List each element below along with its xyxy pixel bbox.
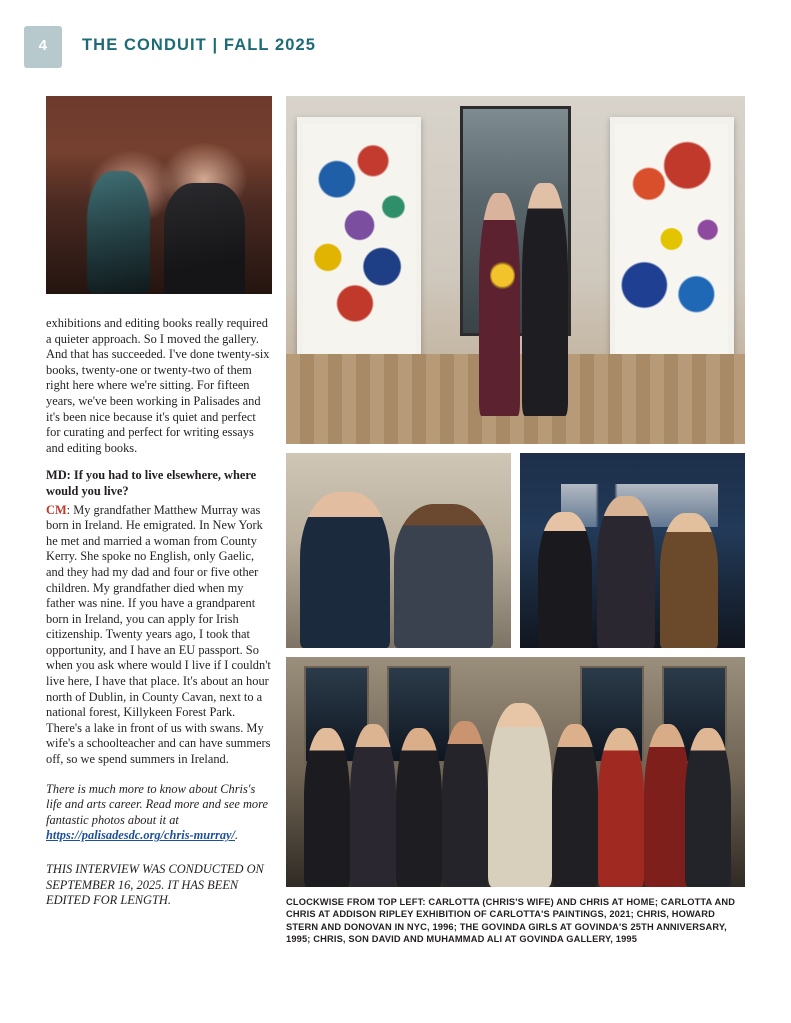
answer-separator: : [66, 502, 74, 517]
person-howard-stern [597, 496, 656, 648]
person-chris [522, 183, 568, 416]
page-title: THE CONDUIT | FALL 2025 [82, 36, 317, 54]
group-figure [552, 724, 598, 887]
group-figure [396, 728, 442, 887]
interview-editorial-note: THIS INTERVIEW WAS CONDUCTED ON SEPTEMBER 16, 2025. IT HAS BEEN EDITED FOR LENGTH. [46, 862, 264, 908]
body-paragraph-continued: exhibitions and editing books really required a quieter approach. So I moved the gallery. And that has succeeded. I've done twenty-six books, twenty-one or twenty-two of them right here where we're sitting. For fifteen years, we've been working in Palisades and it's been nice because it's quiet and perfect for curating and perfect for writing essays and editing books. [46, 316, 270, 455]
right-column [286, 96, 745, 946]
abstract-painting-left [303, 124, 415, 354]
photo-chris-david-and-muhammad-ali [286, 453, 511, 648]
photo-group-caption: CLOCKWISE FROM TOP LEFT: CARLOTTA (CHRIS'S WIFE) AND CHRIS AT HOME; CARLOTTA AND CHRIS AT ADDISON RIPLEY EXHIBITION OF CARLOTTA'S PAINTINGS, 2021; CHRIS, HOWARD STERN AND DONOVAN IN NYC, 1996; THE GOVINDA GIRLS AT GOVINDA'S 25TH ANNIVERSARY, 1995; CHRIS, SON DAVID AND MUHAMMAD ALI AT GOVINDA GALLERY, 1995 [286, 897, 736, 945]
answer-speaker-label: CM [46, 502, 67, 517]
photo-row-middle [286, 453, 745, 648]
interview-answer [46, 503, 272, 768]
chris-murray-article-link[interactable]: https://palisadesdc.org/chris-murray/ [46, 828, 235, 843]
read-more-text-after: . [234, 828, 239, 843]
interview-question: MD: If you had to live elsewhere, where would you live? [46, 468, 257, 498]
photo-carlotta-and-chris-at-home [46, 96, 272, 294]
photo-addison-ripley-exhibition [286, 96, 745, 444]
group-figure [685, 728, 731, 887]
left-column [46, 96, 272, 909]
group-figure [644, 724, 690, 887]
photo-chris-howard-stern-and-donovan [520, 453, 745, 648]
person-chris-center [488, 703, 552, 887]
group-figure [304, 728, 350, 887]
read-more-note [46, 782, 272, 844]
page-number: 4 [38, 37, 48, 54]
group-figure [598, 728, 644, 887]
person-donovan [538, 512, 592, 649]
person-carlotta [479, 193, 520, 416]
abstract-painting-right [615, 124, 727, 354]
read-more-text-before: There is much more to know about Chris's life and arts career. Read more and see more fantastic photos about it at [46, 781, 268, 827]
page-header [24, 26, 767, 68]
group-figure [442, 721, 488, 887]
answer-body: My grandfather Matthew Murray was born in Ireland. He emigrated. In New York he met and married a woman from County Kerry. She spoke no English, only Gaelic, and they had my dad and four or five other children. My grandfather died when my father was nine. If you have a grandparent born in Ireland, you can apply for Irish citizenship. Twenty years ago, I took that opportunity, and I have an EU passport. So when you ask where would I live if I couldn't live here, I have that place. It's about an hour north of Dublin, in County Cavan, next to a national forest, Killykeen Forest Park. There's a lake in front of us with swans. My wife's a schoolteacher and can have summers off, so we spend summers in Ireland. [46, 502, 271, 767]
photo-govinda-girls-25th-anniversary [286, 657, 745, 887]
person-chris [660, 513, 719, 648]
group-figure [350, 724, 396, 887]
